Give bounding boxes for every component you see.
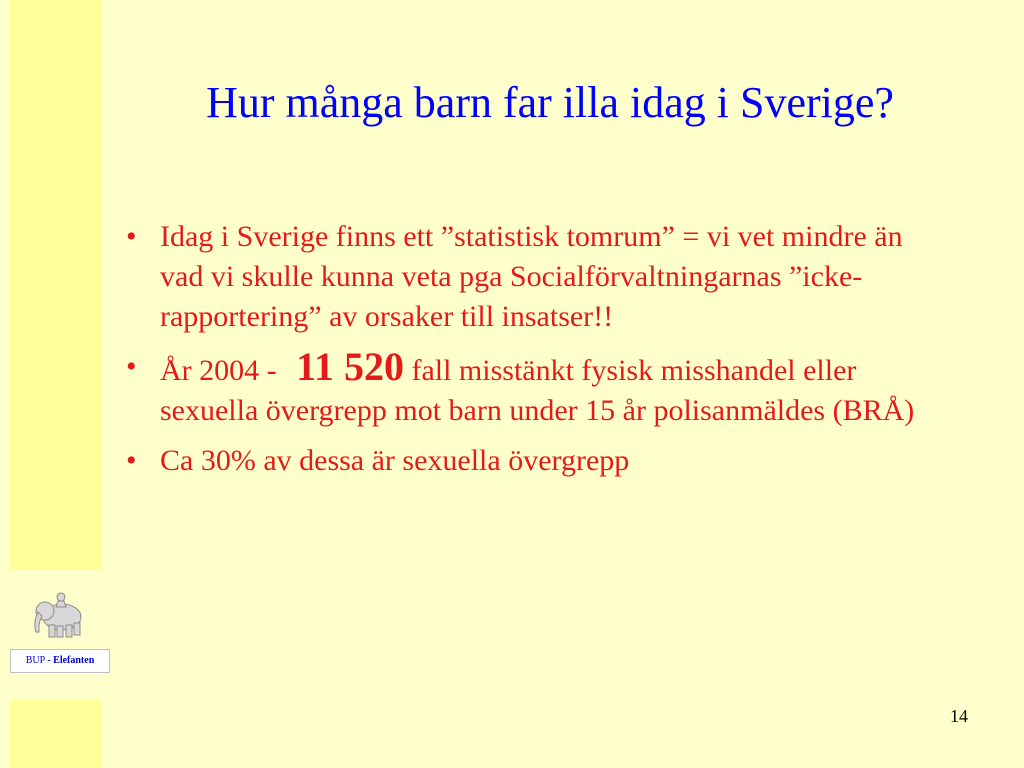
bullet-item xyxy=(118,217,938,337)
bullet-list xyxy=(118,217,938,491)
bullet-dot: • xyxy=(126,444,137,477)
bullet-dot: • xyxy=(126,350,137,383)
bullet-item xyxy=(118,441,938,481)
bullet-item xyxy=(118,344,938,431)
elephant-icon xyxy=(28,585,88,641)
logo-prefix: BUP - xyxy=(25,655,51,666)
bullet-suffix: fall misstänkt fysisk misshandel eller sexuella övergrepp mot barn under 15 år polisanmäldes (BRÅ) xyxy=(160,354,915,427)
slide-title: Hur många barn far illa idag i Sverige? xyxy=(206,78,894,127)
bullet-dot: • xyxy=(126,220,137,253)
highlighted-number: 11 520 xyxy=(296,344,404,389)
left-decorative-stripe-top xyxy=(10,0,102,570)
bullet-text: Ca 30% av dessa är sexuella övergrepp xyxy=(160,444,630,477)
bullet-text: Idag i Sverige finns ett ”statistisk tomrum” = vi vet mindre än vad vi skulle kunna veta pga Socialförvaltningarnas ”icke-rapportering” av orsaker till insatser!! xyxy=(160,220,903,333)
left-decorative-stripe-bottom xyxy=(10,700,102,768)
page-number: 14 xyxy=(950,706,968,726)
bullet-prefix: År 2004 - xyxy=(160,354,277,387)
logo-name: Elefanten xyxy=(53,655,95,666)
logo-badge xyxy=(10,649,110,673)
